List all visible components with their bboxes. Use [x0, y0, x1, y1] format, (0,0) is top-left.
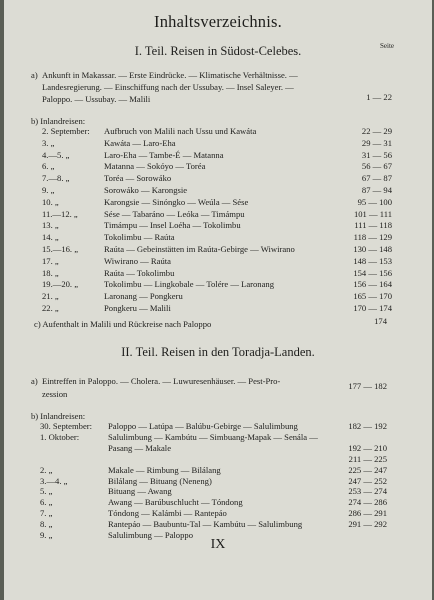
- part2-heading: II. Teil. Reisen in den Toradja-Landen.: [121, 345, 315, 359]
- entry-pages: 101 — 111: [353, 208, 392, 219]
- entry-pages: 87 — 94: [361, 185, 392, 195]
- p2-section-a-line: zession: [42, 389, 68, 399]
- p1-section-b-label: b) Inlandreisen:: [31, 116, 86, 126]
- entry-route: Wiwirano — Raúta: [104, 255, 171, 266]
- entry-pages: 67 — 87: [361, 173, 392, 184]
- entry-route: Kawáta — Laro-Eha: [104, 137, 176, 148]
- entry-pages: 170 — 174: [353, 303, 392, 313]
- entry-route: Matanna — Sokóyo — Toréa: [104, 161, 206, 172]
- entry-pages: 156 — 164: [353, 279, 392, 290]
- entry-pages: 118 — 129: [353, 232, 392, 243]
- p1-section-a-pages: 1 — 22: [366, 92, 392, 102]
- entry-pages: 148 — 153: [353, 255, 392, 266]
- p2-section-b-label: b) Inlandreisen:: [31, 411, 86, 421]
- entry-pages: 111 — 118: [354, 220, 392, 231]
- entry-date: 19.—20. „: [42, 279, 79, 290]
- entry-date: 9. „: [40, 530, 53, 540]
- entry-route: Tokolimbu — Raúta: [104, 232, 175, 243]
- entry-route: Salulimbung — Paloppo: [108, 530, 193, 540]
- entry-route: Rantepáo — Baubuntu-Tal — Kambútu — Salulimbung: [108, 519, 303, 530]
- entry-route: Bilálang — Bituang (Neneng): [108, 475, 212, 486]
- entry-route: Timámpu — Insel Loéha — Tokolimbu: [104, 220, 241, 231]
- p2-section-a-label: a): [31, 376, 38, 386]
- p1-section-a-line: Landesregierung. — Einschiffung nach der Ussubay. — Insel Saleyer. —: [42, 82, 294, 92]
- entry-date: 13. „: [42, 220, 59, 231]
- entry-pages: 165 — 170: [353, 291, 392, 302]
- entry-pages: 154 — 156: [353, 267, 392, 278]
- page-column-header: Seite: [380, 42, 394, 50]
- entry-date: 7.—8. „: [42, 173, 70, 184]
- entry-date: 6. „: [40, 497, 53, 508]
- entry-date: 11.—12. „: [42, 208, 78, 219]
- entry-pages: 182 — 192: [348, 421, 387, 431]
- entry-date: 14. „: [42, 232, 59, 243]
- entry-date: 2. „: [40, 464, 53, 475]
- entry-route: Toréa — Sorowáko: [104, 173, 172, 184]
- entry-route: Bituang — Awang: [108, 486, 172, 497]
- entry-date: 3.—4. „: [40, 475, 68, 486]
- entry-date: 6. „: [42, 161, 55, 172]
- entry-pages: 130 — 148: [353, 244, 392, 254]
- entry-date: 18. „: [42, 267, 59, 278]
- entry-date: 8. „: [40, 519, 53, 530]
- entry-date: 10. „: [42, 196, 59, 207]
- entry-route: Pongkeru — Malili: [104, 303, 171, 313]
- entry-route: Sése — Tabaráno — Leóka — Timámpu: [104, 208, 245, 219]
- entry-date: 9. „: [42, 185, 55, 195]
- entry-pages: 22 — 29: [361, 126, 392, 136]
- book-page: [4, 0, 432, 600]
- p1-section-a-line: Ankunft in Makassar. — Erste Eindrücke. — Klimatische Verhältnisse. —: [42, 70, 298, 80]
- entry-route: Laro-Eha — Tambe-É — Matanna: [104, 149, 224, 160]
- entry-route: Raúta — Gebeinstätten im Raúta-Gebirge — Wiwirano: [104, 244, 295, 254]
- entry-pages: 286 — 291: [348, 508, 387, 519]
- entry-route: Laronang — Pongkeru: [104, 291, 183, 302]
- entry-route: Paloppo — Latúpa — Balúbu-Gebirge — Salulimbung: [108, 421, 298, 431]
- entry-date: 21. „: [42, 291, 59, 302]
- entry-date: 4.—5. „: [42, 149, 70, 160]
- entry-route: Aufbruch von Malili nach Ussu und Kawáta: [104, 126, 257, 136]
- entry-route: Pasang — Makale: [108, 442, 172, 453]
- p1-section-a-label: a): [31, 70, 38, 80]
- entry-route: Makale — Rimbung — Bilálang: [108, 464, 221, 475]
- entry-pages: 31 — 56: [361, 149, 392, 160]
- entry-date: 30. September:: [40, 421, 93, 431]
- entry-pages: 225 — 247: [348, 464, 387, 475]
- entry-date: 2. September:: [42, 126, 90, 136]
- entry-pages: 291 — 292: [348, 519, 387, 530]
- entry-pages: 95 — 100: [357, 196, 392, 207]
- entry-pages: 253 — 274: [348, 486, 387, 497]
- entry-date: 15.—16. „: [42, 244, 79, 254]
- entry-route: Karongsie — Sinóngko — Weúla — Sése: [104, 196, 249, 207]
- entry-route: Awang — Barúbuschlucht — Tóndong: [108, 497, 243, 508]
- entry-date: 22. „: [42, 303, 59, 313]
- part1-heading: I. Teil. Reisen in Südost-Celebes.: [134, 44, 302, 58]
- entry-pages: 274 — 286: [348, 497, 387, 508]
- entry-route: Raúta — Tokolimbu: [104, 267, 175, 278]
- p2-section-a-pages: 177 — 182: [348, 381, 387, 391]
- p1-section-a-line: Paloppo. — Ussubay. — Malili: [42, 94, 151, 104]
- entry-pages: 192 — 210: [348, 442, 387, 453]
- entry-route: Tóndong — Kalámbi — Rantepáo: [108, 508, 227, 519]
- entry-pages: 56 — 67: [361, 161, 392, 172]
- entry-pages: 211 — 225: [348, 453, 387, 464]
- p1-section-c-pages: 174: [374, 316, 387, 326]
- entry-date: 1. Oktober:: [40, 431, 80, 442]
- entry-date: 3. „: [42, 137, 55, 148]
- entry-pages: 247 — 252: [348, 475, 387, 486]
- p2-section-a-line: Eintreffen in Paloppo. — Cholera. — Luwuresenhäuser. — Pest-Pro-: [42, 376, 281, 386]
- entry-route: Tokolimbu — Lingkobale — Tolére — Laronang: [104, 279, 274, 290]
- page-title: Inhaltsverzeichnis.: [154, 12, 282, 31]
- entry-date: 5. „: [40, 486, 53, 497]
- p1-section-c: c) Aufenthalt in Malili und Rückreise nach Paloppo: [34, 319, 212, 329]
- entry-date: 7. „: [40, 508, 53, 519]
- entry-pages: 29 — 31: [361, 137, 392, 148]
- page-folio: IX: [210, 537, 226, 552]
- entry-route: Salulimbung — Kambútu — Simbuang-Mapak — Senála —: [108, 431, 318, 442]
- entry-route: Sorowáko — Karongsie: [104, 185, 188, 195]
- entry-date: 17. „: [42, 255, 59, 266]
